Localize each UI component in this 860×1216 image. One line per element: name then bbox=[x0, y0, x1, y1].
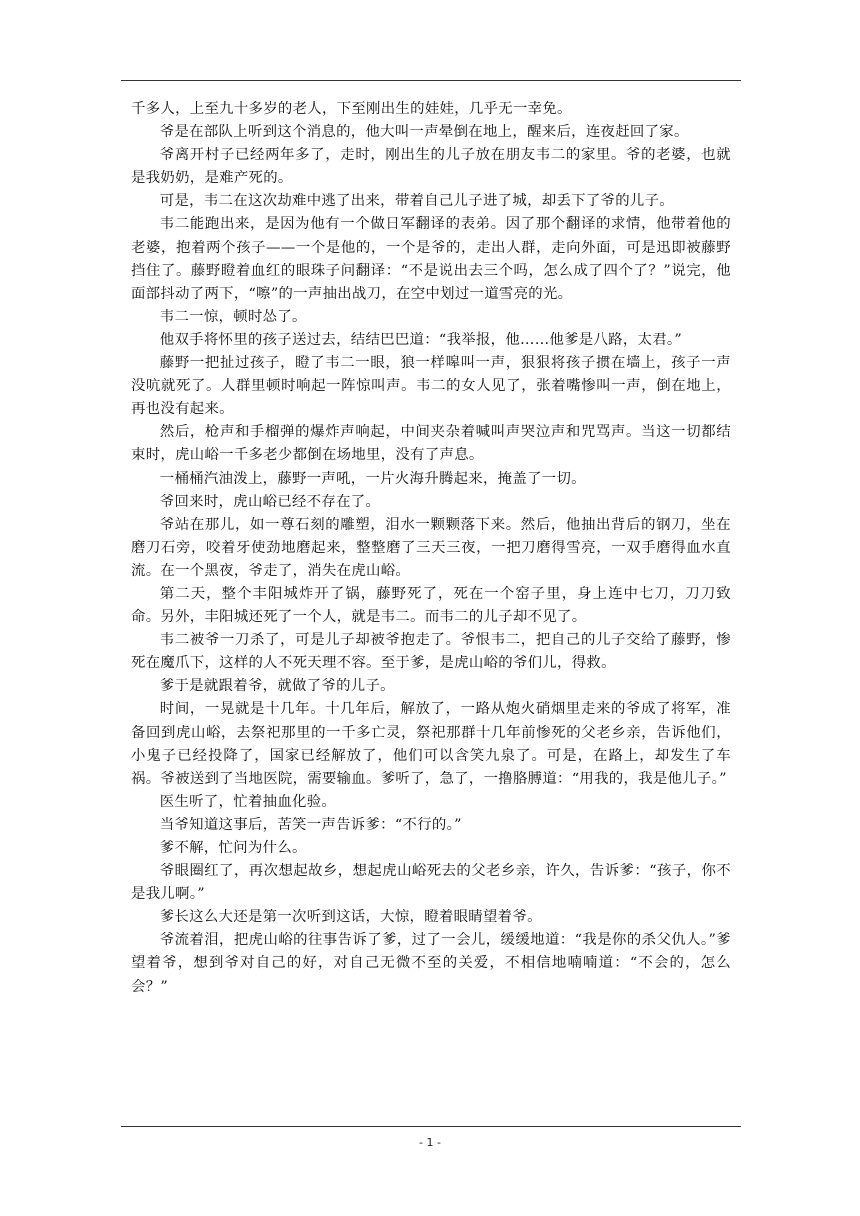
paragraph: 爷是在部队上听到这个消息的，他大叫一声晕倒在地上，醒来后，连夜赶回了家。 bbox=[159, 124, 689, 141]
paragraph: 藤野一把扯过孩子，瞪了韦二一眼，狼一样嗥叫一声，狠狠将孩子掼在墙上，孩子一声没吭就死了。人群里顿时响起一阵惊叫声。韦二的女人见了，张着嘴惨叫一声，倒在地上，再也没有起来。 bbox=[131, 355, 731, 418]
paragraph: 爷回来时，虎山峪已经不存在了。 bbox=[159, 493, 381, 510]
paragraph: 爷站在那儿，如一尊石刻的雕塑，泪水一颗颗落下来。然后，他抽出背后的钢刀，坐在磨刀石旁，咬着牙使劲地磨起来，整整磨了三天三夜，一把刀磨得雪亮，一双手磨得血水直流。在一个黑夜，爷走了，消失在虎山峪。 bbox=[131, 516, 731, 579]
page-number: - 1 - bbox=[419, 1136, 441, 1149]
paragraph: 爷流着泪，把虎山峪的往事告诉了爹，过了一会儿，缓缓地道：“我是你的杀父仇人。”爹望着爷，想到爷对自己的好，对自己无微不至的关爱，不相信地喃喃道：“不会的，怎么会？” bbox=[131, 932, 731, 995]
paragraph: 然后，枪声和手榴弹的爆炸声响起，中间夹杂着喊叫声哭泣声和咒骂声。当这一切都结束时，虎山峪一千多老少都倒在场地里，没有了声息。 bbox=[131, 424, 731, 464]
paragraph: 韦二一惊，顿时怂了。 bbox=[159, 308, 307, 325]
paragraph: 韦二能跑出来，是因为他有一个做日军翻译的表弟。因了那个翻译的求情，他带着他的老婆，抱着两个孩子——一个是他的，一个是爷的，走出人群，走向外面，可是迅即被藤野挡住了。藤野瞪着血红的眼珠子问翻译：“不是说出去三个吗，怎么成了四个了？”说完，他面部抖动了两下，“嚓”的一声抽出战刀，在空中划过一道雪亮的光。 bbox=[131, 216, 731, 302]
paragraph: 第二天，整个丰阳城炸开了锅，藤野死了，死在一个窑子里，身上连中七刀，刀刀致命。另外，丰阳城还死了一个人，就是韦二。而韦二的儿子却不见了。 bbox=[131, 585, 731, 626]
paragraph: 爹长这么大还是第一次听到这话，大惊，瞪着眼睛望着爷。 bbox=[159, 909, 542, 926]
paragraph: 爹于是就跟着爷，就做了爷的儿子。 bbox=[159, 678, 395, 695]
paragraph: 爷眼圈红了，再次想起故乡，想起虎山峪死去的父老乡亲，许久，告诉爹：“孩子，你不是我儿啊。” bbox=[131, 863, 731, 903]
paragraph: 一桶桶汽油泼上，藤野一声吼，一片火海升腾起来，掩盖了一切。 bbox=[159, 470, 586, 487]
paragraph: 韦二被爷一刀杀了，可是儿子却被爷抱走了。爷恨韦二，把自己的儿子交给了藤野，惨死在魔爪下，这样的人不死天理不容。至于爹，是虎山峪的爷们儿，得救。 bbox=[131, 632, 731, 672]
paragraph: 可是，韦二在这次劫难中逃了出来，带着自己儿子进了城，却丢下了爷的儿子。 bbox=[159, 193, 674, 210]
paragraph: 爹不解，忙问为什么。 bbox=[159, 840, 307, 856]
paragraph: 医生听了，忙着抽血化验。 bbox=[159, 793, 337, 810]
paragraph: 时间，一晃就是十几年。十几年后，解放了，一路从炮火硝烟里走来的爷成了将军，准备回到虎山峪，去祭祀那里的一千多亡灵，祭祀那群十几年前惨死的父老乡亲，告诉他们，小鬼子已经投降了，国家已经解放了，他们可以含笑九泉了。可是，在路上，却发生了车祸。爷被送到了当地医院，需要输血。爹听了，急了，一撸胳膊道：“用我的，我是他儿子。” bbox=[131, 701, 731, 787]
document-body bbox=[131, 98, 731, 999]
paragraph: 他双手将怀里的孩子送过去，结结巴巴道：“我举报，他……他爹是八路，太君。” bbox=[159, 331, 683, 348]
paragraph: 当爷知道这事后，苦笑一声告诉爹：“不行的。” bbox=[159, 816, 462, 833]
paragraph: 千多人，上至九十多岁的老人，下至刚出生的娃娃，几乎无一幸免。 bbox=[131, 101, 572, 117]
paragraph: 爷离开村子已经两年多了，走时，刚出生的儿子放在朋友韦二的家里。爷的老婆，也就是我奶奶，是难产死的。 bbox=[131, 147, 731, 187]
footer-rule bbox=[121, 1126, 741, 1127]
header-rule bbox=[121, 80, 741, 81]
